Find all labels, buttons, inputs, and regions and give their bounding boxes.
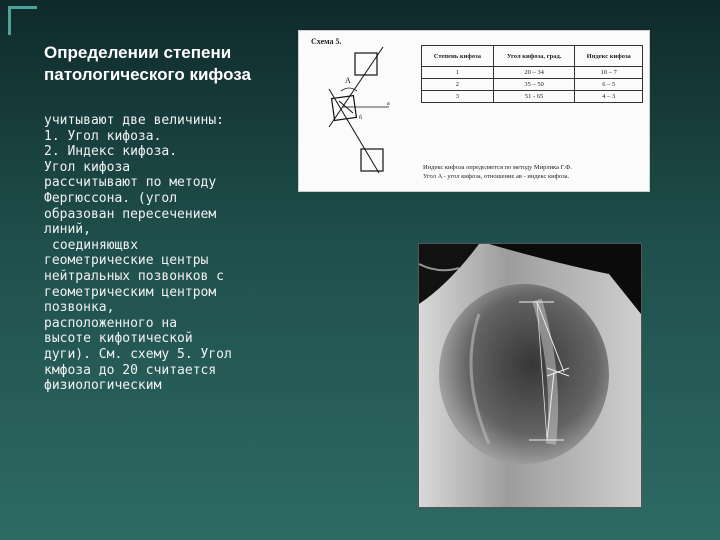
slide-title: Определении степени патологического кифоза xyxy=(44,43,251,84)
body-line: геометрическим центром xyxy=(44,284,217,300)
table-cell: 1 xyxy=(422,67,494,79)
table-cell: 2 xyxy=(422,79,494,91)
body-line: линий, xyxy=(44,222,91,238)
body-line: нейтральных позвонков с xyxy=(44,268,225,284)
table-cell: 51 - 65 xyxy=(493,91,575,103)
table-cell: 6 – 5 xyxy=(575,79,643,91)
body-line: образован пересечением xyxy=(44,206,217,222)
corner-bracket-decoration xyxy=(8,6,37,35)
kyphosis-degree-table xyxy=(421,45,643,103)
body-line: кмфоза до 20 считается xyxy=(44,362,217,378)
body-line: расположенного на xyxy=(44,315,178,331)
table-header: Угол кифоза, град. xyxy=(493,46,575,67)
body-line: физиологическим xyxy=(44,378,162,394)
body-line: дуги). См. схему 5. Угол xyxy=(44,346,232,362)
scheme-note xyxy=(423,163,643,181)
body-line: позвонка, xyxy=(44,300,115,316)
table-header: Индекс кифоза xyxy=(575,46,643,67)
table-cell: 3 xyxy=(422,91,494,103)
angle-label: A xyxy=(345,76,351,85)
body-line: Фергюссона. (угол xyxy=(44,190,178,206)
body-line: высоте кифотической xyxy=(44,331,193,347)
table-cell: 4 – 3 xyxy=(575,91,643,103)
scheme-note-line: Индекс кифоза определяется по методу Мирлика Г.Ф. xyxy=(423,164,573,171)
body-line: 2. Индекс кифоза. xyxy=(44,144,178,160)
table-row xyxy=(422,79,643,91)
table-cell: 20 – 34 xyxy=(493,67,575,79)
scheme-note-line: Угол A - угол кифоза, отношение ав - индекс кифоза. xyxy=(423,173,570,180)
table-cell: 10 – 7 xyxy=(575,67,643,79)
body-line: учитывают две величины: xyxy=(44,113,225,128)
scheme-caption: Схема 5. xyxy=(311,37,342,46)
table-header: Степень кифоза xyxy=(422,46,494,67)
body-line: 1. Угол кифоза. xyxy=(44,128,162,144)
table-header-row xyxy=(422,46,643,67)
segment-b-label: б xyxy=(359,115,363,121)
body-line: Угол кифоза xyxy=(44,159,131,175)
table-cell: 35 – 50 xyxy=(493,79,575,91)
body-text xyxy=(44,113,274,394)
kyphosis-scheme-figure xyxy=(298,30,650,192)
segment-a-label: а xyxy=(387,101,390,107)
body-line: рассчитывают по методу xyxy=(44,175,217,191)
table-row xyxy=(422,91,643,103)
body-line: геометрические центры xyxy=(44,253,209,269)
body-line: соединяющвх xyxy=(52,237,139,253)
lateral-spine-xray-image xyxy=(418,243,642,508)
table-row xyxy=(422,67,643,79)
ferguson-method-diagram xyxy=(299,31,421,191)
